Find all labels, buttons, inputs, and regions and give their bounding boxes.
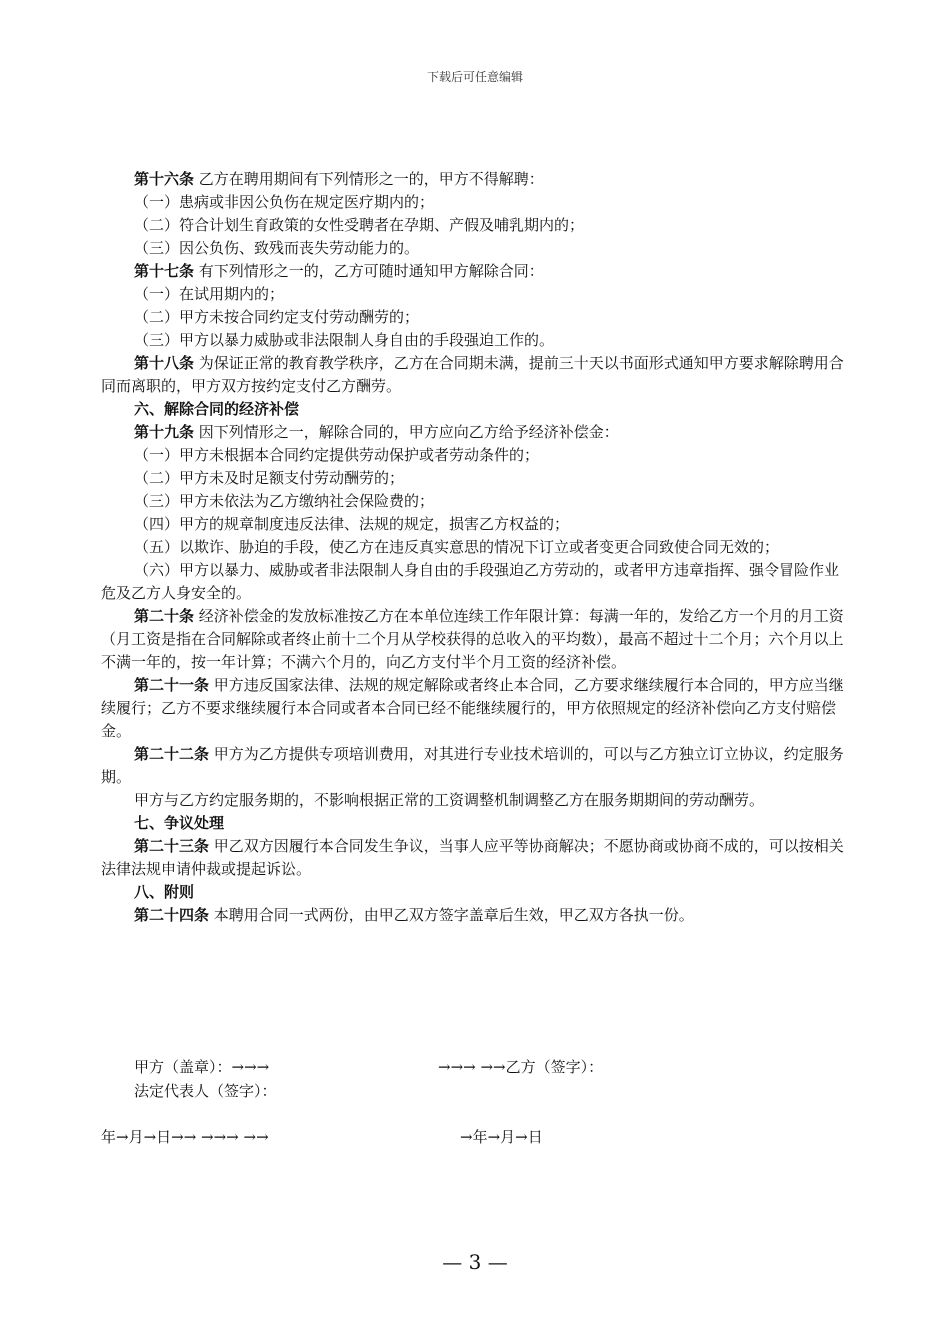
paragraph: [101, 191, 853, 214]
page-header: 下载后可任意编辑: [426, 70, 523, 84]
paragraph: [101, 283, 853, 306]
paragraph: [101, 743, 853, 789]
article-text: （一）患病或非因公负伤在规定医疗期内的；: [134, 193, 435, 211]
article-text: 本聘用合同一式两份，由甲乙双方签字盖章后生效，甲乙双方各执一份。: [209, 906, 694, 924]
paragraph: [101, 214, 853, 237]
paragraph: [101, 559, 853, 605]
article-label: 第二十四条: [134, 906, 210, 924]
article-text: （二）甲方未及时足额支付劳动酬劳的；: [134, 469, 405, 487]
paragraph: [101, 513, 853, 536]
article-text: 甲方与乙方约定服务期的，不影响根据正常的工资调整机制调整乙方在服务期期间的劳动酬劳。: [134, 791, 765, 809]
article-label: 第十八条: [134, 354, 195, 372]
paragraph: [101, 490, 853, 513]
paragraph: [101, 835, 853, 881]
paragraph: [101, 306, 853, 329]
heading-label: 七、争议处理: [134, 814, 225, 832]
article-text: （三）甲方以暴力威胁或非法限制人身自由的手段强迫工作的。: [134, 331, 555, 349]
article-text: （三）甲方未依法为乙方缴纳社会保险费的；: [134, 492, 435, 510]
article-label: 第二十三条: [134, 837, 210, 855]
article-label: 第二十一条: [134, 676, 210, 694]
party-b-signature: →→→ →→乙方（签字）：: [438, 1058, 604, 1076]
section-heading: [101, 881, 853, 904]
paragraph: [101, 536, 853, 559]
heading-label: 六、解除合同的经济补偿: [134, 400, 300, 418]
article-text: （二）甲方未按合同约定支付劳动酬劳的；: [134, 308, 420, 326]
article-text: （一）甲方未根据本合同约定提供劳动保护或者劳动条件的；: [134, 446, 540, 464]
article-text: 因下列情形之一，解除合同的，甲方应向乙方给予经济补偿金：: [194, 423, 619, 441]
paragraph: [101, 168, 853, 191]
paragraph: [101, 674, 853, 743]
date-left: 年→月→日→→ →→→ →→: [101, 1128, 269, 1146]
legal-representative-signature: 法定代表人（签字）：: [134, 1082, 277, 1100]
paragraph: [101, 904, 853, 927]
paragraph: [101, 329, 853, 352]
paragraph: [101, 444, 853, 467]
paragraph: [101, 467, 853, 490]
section-heading: [101, 398, 853, 421]
article-label: 第十九条: [134, 423, 195, 441]
article-text: （四）甲方的规章制度违反法律、法规的规定，损害乙方权益的；: [134, 515, 570, 533]
article-text: （一）在试用期内的；: [134, 285, 285, 303]
article-text: 甲方违反国家法律、法规的规定解除或者终止本合同，乙方要求继续履行本合同的，甲方应当继续履行；乙方不要求继续履行本合同或者本合同已经不能继续履行的，甲方依照规定的经济补偿向乙方支付赔偿金。: [101, 676, 844, 740]
paragraph: [101, 352, 853, 398]
article-text: 甲乙双方因履行本合同发生争议，当事人应平等协商解决；不愿协商或协商不成的，可以按相关法律法规申请仲裁或提起诉讼。: [101, 837, 844, 878]
article-label: 第十七条: [134, 262, 195, 280]
article-text: 乙方在聘用期间有下列情形之一的，甲方不得解聘：: [194, 170, 544, 188]
heading-label: 八、附则: [134, 883, 195, 901]
article-text: 为保证正常的教育教学秩序，乙方在合同期未满，提前三十天以书面形式通知甲方要求解除聘用合同而离职的，甲方双方按约定支付乙方酬劳。: [101, 354, 844, 395]
page-number: — 3 —: [442, 1250, 508, 1274]
paragraph: [101, 605, 853, 674]
paragraph: [101, 421, 853, 444]
date-right: →年→月→日: [460, 1128, 543, 1146]
paragraph: [101, 789, 853, 812]
article-text: （六）甲方以暴力、威胁或者非法限制人身自由的手段强迫乙方劳动的，或者甲方违章指挥、强令冒险作业危及乙方人身安全的。: [101, 561, 840, 602]
paragraph: [101, 260, 853, 283]
article-text: 经济补偿金的发放标准按乙方在本单位连续工作年限计算：每满一年的，发给乙方一个月的月工资（月工资是指在合同解除或者终止前十二个月从学校获得的总收入的平均数），最高不超过十二个月；六个月以上不满一年的，按一年计算；不满六个月的，向乙方支付半个月工资的经济补偿。: [101, 607, 844, 671]
article-text: 甲方为乙方提供专项培训费用，对其进行专业技术培训的，可以与乙方独立订立协议，约定服务期。: [101, 745, 844, 786]
article-text: 有下列情形之一的，乙方可随时通知甲方解除合同：: [194, 262, 544, 280]
paragraph: [101, 237, 853, 260]
party-a-signature: 甲方（盖章）：→→→: [134, 1058, 270, 1076]
article-label: 第十六条: [134, 170, 195, 188]
contract-body: [101, 168, 853, 927]
article-label: 第二十条: [134, 607, 195, 625]
article-text: （三）因公负伤、致残而丧失劳动能力的。: [134, 239, 420, 257]
section-heading: [101, 812, 853, 835]
article-label: 第二十二条: [134, 745, 210, 763]
article-text: （二）符合计划生育政策的女性受聘者在孕期、产假及哺乳期内的；: [134, 216, 585, 234]
article-text: （五）以欺诈、胁迫的手段，使乙方在违反真实意思的情况下订立或者变更合同致使合同无效的；: [134, 538, 780, 556]
